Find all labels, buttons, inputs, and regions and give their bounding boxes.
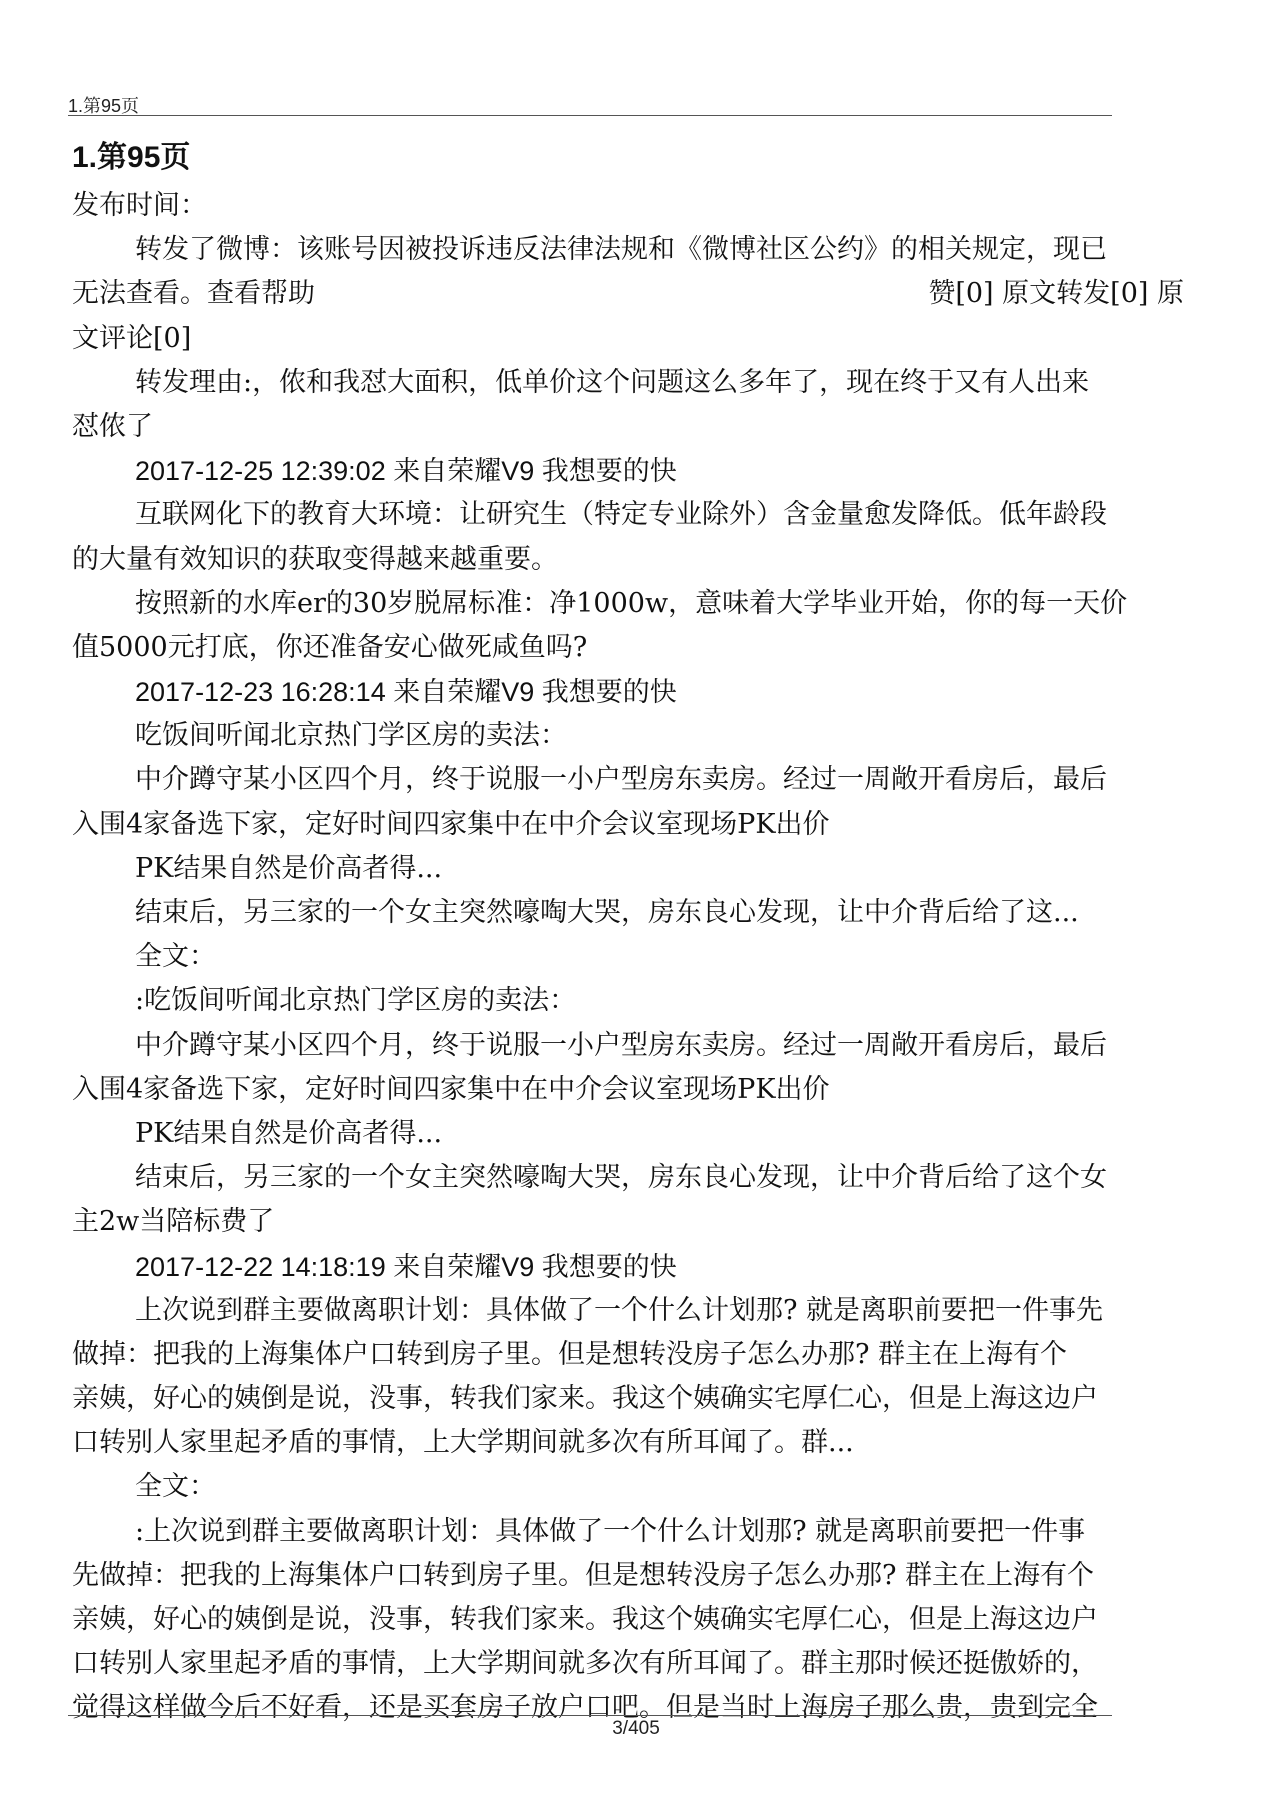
paragraph-line: :吃饭间听闻北京热门学区房的卖法： <box>135 985 577 1017</box>
paragraph-line <box>72 272 1184 316</box>
footer-divider <box>68 1715 1112 1716</box>
paragraph-line: 口转别人家里起矛盾的事情，上大学期间就多次有所耳闻了。群... <box>72 1427 854 1459</box>
page-title: 1.第95页 <box>72 141 191 174</box>
paragraph-line: 值5000元打底，你还准备安心做死咸鱼吗? <box>72 631 588 663</box>
paragraph-line: 按照新的水库er的30岁脱屌标准：净1000w，意味着大学毕业开始，你的每一天价 <box>135 587 1128 619</box>
paragraph-line: 亲姨，好心的姨倒是说，没事，转我们家来。我这个姨确实宅厚仁心，但是上海这边户 <box>72 1604 1098 1635</box>
text-segment: 无法查看。查看帮助 <box>72 278 315 310</box>
paragraph-line: 怼侬了 <box>72 410 153 442</box>
paragraph-line: 做掉：把我的上海集体户口转到房子里。但是想转没房子怎么办那? 群主在上海有个 <box>72 1338 1068 1370</box>
paragraph-line: 全文： <box>135 941 216 973</box>
paragraph-line: 中介蹲守某小区四个月，终于说服一小户型房东卖房。经过一周敞开看房后，最后 <box>135 1029 1107 1061</box>
paragraph-line: :上次说到群主要做离职计划：具体做了一个什么计划那? 就是离职前要把一件事 <box>135 1515 1086 1547</box>
post-timestamp: 2017-12-23 16:28:14 来自荣耀V9 我想要的快 <box>135 677 677 708</box>
paragraph-line: 觉得这样做今后不好看，还是买套房子放户口吧。但是当时上海房子那么贵，贵到完全 <box>72 1692 1098 1724</box>
paragraph-line: 中介蹲守某小区四个月，终于说服一小户型房东卖房。经过一周敞开看房后，最后 <box>135 764 1107 796</box>
paragraph-line: 口转别人家里起矛盾的事情，上大学期间就多次有所耳闻了。群主那时候还挺傲娇的， <box>72 1648 1098 1680</box>
paragraph-line: PK结果自然是价高者得... <box>135 1117 443 1149</box>
post-timestamp: 2017-12-22 14:18:19 来自荣耀V9 我想要的快 <box>135 1251 677 1282</box>
paragraph-line: 先做掉：把我的上海集体户口转到房子里。但是想转没房子怎么办那? 群主在上海有个 <box>72 1559 1095 1591</box>
paragraph-line: 入围4家备选下家，定好时间四家集中在中介会议室现场PK出价 <box>72 808 830 840</box>
paragraph-line: 互联网化下的教育大环境：让研究生（特定专业除外）含金量愈发降低。低年龄段 <box>135 499 1107 531</box>
post-timestamp: 2017-12-25 12:39:02 来自荣耀V9 我想要的快 <box>135 456 677 487</box>
paragraph-line: 吃饭间听闻北京热门学区房的卖法： <box>135 720 567 752</box>
paragraph-line: 入围4家备选下家，定好时间四家集中在中介会议室现场PK出价 <box>72 1073 830 1105</box>
paragraph-line: 结束后，另三家的一个女主突然嚎啕大哭，房东良心发现，让中介背后给了这... <box>135 897 1079 928</box>
paragraph-line: 的大量有效知识的获取变得越来越重要。 <box>72 543 558 575</box>
paragraph-line: 全文： <box>135 1471 216 1503</box>
header-divider <box>68 115 1112 116</box>
paragraph-line: PK结果自然是价高者得... <box>135 852 443 884</box>
paragraph-line: 转发了微博：该账号因被投诉违反法律法规和《微博社区公约》的相关规定，现已 <box>135 234 1107 266</box>
paragraph-line: 上次说到群主要做离职计划：具体做了一个什么计划那? 就是离职前要把一件事先 <box>135 1294 1104 1326</box>
page-number: 3/405 <box>612 1718 660 1739</box>
running-header: 1.第95页 <box>68 96 140 116</box>
paragraph-line: 文评论[0] <box>72 322 192 354</box>
paragraph-line: 亲姨，好心的姨倒是说，没事，转我们家来。我这个姨确实宅厚仁心，但是上海这边户 <box>72 1383 1098 1415</box>
text-segment: 赞[0] 原文转发[0] 原 <box>928 278 1184 310</box>
paragraph-line: 主2w当陪标费了 <box>72 1206 275 1238</box>
paragraph-line: 发布时间： <box>72 190 207 221</box>
paragraph-line: 转发理由:，侬和我怼大面积，低单价这个问题这么多年了，现在终于又有人出来 <box>135 366 1090 398</box>
document-body <box>72 184 1212 1731</box>
paragraph-line: 结束后，另三家的一个女主突然嚎啕大哭，房东良心发现，让中介背后给了这个女 <box>135 1162 1107 1194</box>
